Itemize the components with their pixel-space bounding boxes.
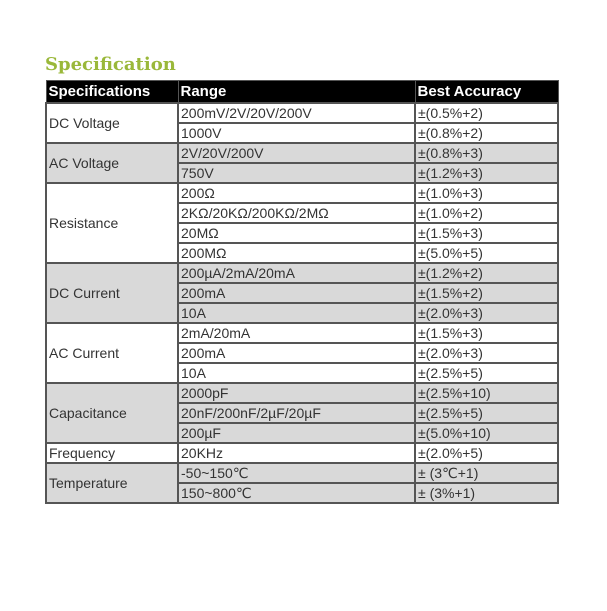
spec-category: Frequency — [46, 443, 178, 463]
header-range: Range — [178, 81, 415, 104]
accuracy-cell: ±(5.0%+5) — [415, 243, 558, 263]
range-cell: 200µF — [178, 423, 415, 443]
range-cell: 20MΩ — [178, 223, 415, 243]
accuracy-cell: ±(0.8%+3) — [415, 143, 558, 163]
range-cell: 200mA — [178, 283, 415, 303]
table-row — [46, 323, 558, 343]
range-cell: 200mV/2V/20V/200V — [178, 103, 415, 123]
range-cell: 2V/20V/200V — [178, 143, 415, 163]
table-body — [46, 103, 558, 503]
section-title: Specification — [45, 54, 176, 75]
range-cell: 2KΩ/20KΩ/200KΩ/2MΩ — [178, 203, 415, 223]
table-row — [46, 463, 558, 483]
accuracy-cell: ±(1.2%+2) — [415, 263, 558, 283]
range-cell: 200Ω — [178, 183, 415, 203]
spec-category: AC Current — [46, 323, 178, 383]
table-row — [46, 143, 558, 163]
spec-category: Temperature — [46, 463, 178, 503]
accuracy-cell: ±(0.5%+2) — [415, 103, 558, 123]
range-cell: 20nF/200nF/2µF/20µF — [178, 403, 415, 423]
accuracy-cell: ± (3℃+1) — [415, 463, 558, 483]
table-row — [46, 443, 558, 463]
range-cell: 200µA/2mA/20mA — [178, 263, 415, 283]
range-cell: -50~150℃ — [178, 463, 415, 483]
range-cell: 2mA/20mA — [178, 323, 415, 343]
spec-category: Capacitance — [46, 383, 178, 443]
specification-table — [45, 80, 559, 504]
spec-category: AC Voltage — [46, 143, 178, 183]
range-cell: 20KHz — [178, 443, 415, 463]
spec-category: Resistance — [46, 183, 178, 263]
accuracy-cell: ±(1.0%+3) — [415, 183, 558, 203]
accuracy-cell: ±(0.8%+2) — [415, 123, 558, 143]
accuracy-cell: ± (3%+1) — [415, 483, 558, 503]
range-cell: 200mA — [178, 343, 415, 363]
accuracy-cell: ±(2.0%+3) — [415, 343, 558, 363]
spec-category: DC Voltage — [46, 103, 178, 143]
range-cell: 150~800℃ — [178, 483, 415, 503]
range-cell: 750V — [178, 163, 415, 183]
range-cell: 2000pF — [178, 383, 415, 403]
table-row — [46, 103, 558, 123]
accuracy-cell: ±(1.2%+3) — [415, 163, 558, 183]
table-row — [46, 183, 558, 203]
accuracy-cell: ±(2.0%+5) — [415, 443, 558, 463]
accuracy-cell: ±(1.5%+2) — [415, 283, 558, 303]
accuracy-cell: ±(2.5%+5) — [415, 403, 558, 423]
accuracy-cell: ±(1.5%+3) — [415, 223, 558, 243]
accuracy-cell: ±(2.5%+10) — [415, 383, 558, 403]
range-cell: 10A — [178, 363, 415, 383]
accuracy-cell: ±(2.5%+5) — [415, 363, 558, 383]
table-row — [46, 383, 558, 403]
accuracy-cell: ±(5.0%+10) — [415, 423, 558, 443]
table-row — [46, 263, 558, 283]
header-best-accuracy: Best Accuracy — [415, 81, 558, 104]
accuracy-cell: ±(2.0%+3) — [415, 303, 558, 323]
header-specifications: Specifications — [46, 81, 178, 104]
spec-category: DC Current — [46, 263, 178, 323]
accuracy-cell: ±(1.5%+3) — [415, 323, 558, 343]
range-cell: 200MΩ — [178, 243, 415, 263]
header-row — [46, 81, 558, 104]
range-cell: 1000V — [178, 123, 415, 143]
accuracy-cell: ±(1.0%+2) — [415, 203, 558, 223]
range-cell: 10A — [178, 303, 415, 323]
